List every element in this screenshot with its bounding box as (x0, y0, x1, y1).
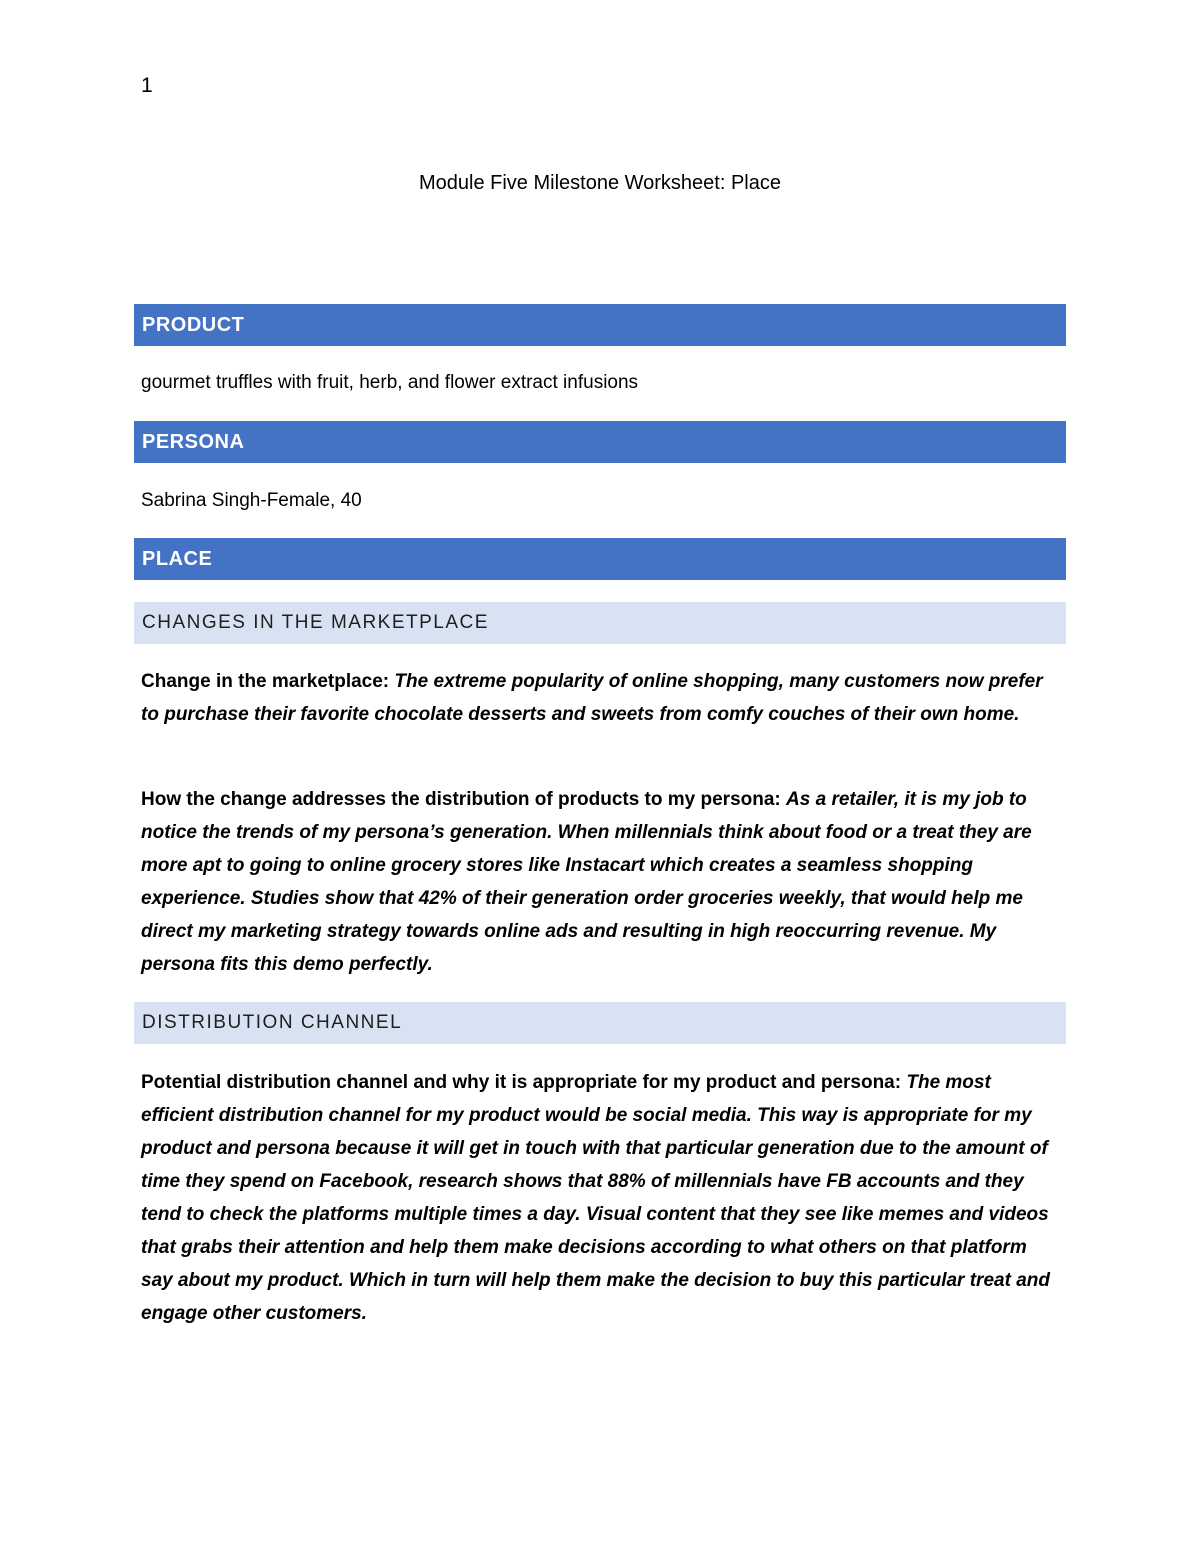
product-value: gourmet truffles with fruit, herb, and flower extract infusions (141, 372, 639, 393)
change-label: Change in the marketplace: (141, 671, 390, 692)
change-paragraph (141, 665, 1056, 731)
page-number: 1 (141, 74, 153, 97)
persona-value: Sabrina Singh-Female, 40 (141, 490, 362, 511)
change-text: The extreme popularity of online shopping, many customers now prefer to purchase their favorite chocolate desserts and sweets from comfy couches of their own home. (141, 671, 1043, 725)
distribution-label: Potential distribution channel and why it is appropriate for my product and persona: (141, 1072, 902, 1093)
address-text: As a retailer, it is my job to notice the trends of my persona’s generation. When millennials think about food or a treat they are more apt to going to online grocery stores like Instacart which creates a seamless shopping experience. Studies show that 42% of their generation order groceries weekly, that would help me direct my marketing strategy towards online ads and resulting in high reoccurring revenue. My persona fits this demo perfectly. (141, 789, 1032, 975)
address-paragraph (141, 783, 1056, 981)
changes-heading: CHANGES IN THE MARKETPLACE (134, 602, 1066, 644)
page-title: Module Five Milestone Worksheet: Place (418, 172, 781, 194)
distribution-text: The most efficient distribution channel for my product would be social media. This way is appropriate for my product and persona because it will get in touch with that particular generation due to the amount of time they spend on Facebook, research shows that 88% of millennials have FB accounts and they tend to check the platforms multiple times a day. Visual content that they see like memes and videos that grabs their attention and help them make decisions according to what others on that platform say about my product. Which in turn will help them make the decision to buy this particular treat and engage other customers. (141, 1072, 1050, 1324)
product-heading: PRODUCT (134, 304, 1066, 346)
address-label: How the change addresses the distribution of products to my persona: (141, 789, 781, 810)
distribution-heading: DISTRIBUTION CHANNEL (134, 1002, 1066, 1044)
persona-heading: PERSONA (134, 421, 1066, 463)
place-heading: PLACE (134, 538, 1066, 580)
distribution-paragraph (141, 1066, 1056, 1330)
